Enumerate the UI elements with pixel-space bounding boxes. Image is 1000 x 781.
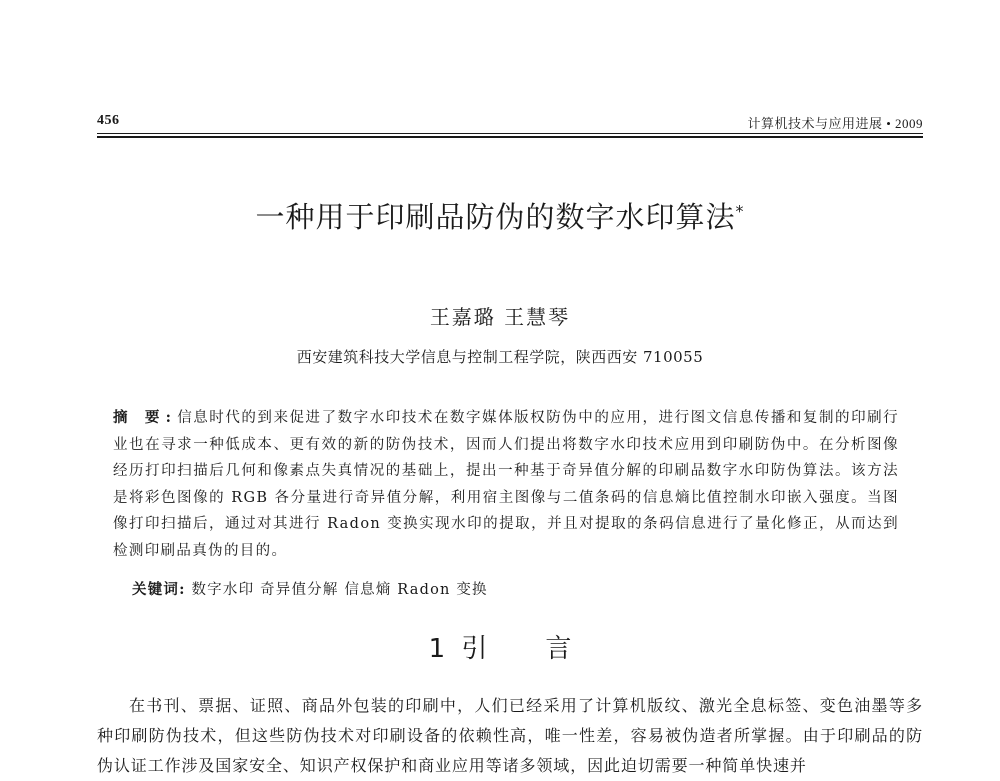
paper-title-text: 一种用于印刷品防伪的数字水印算法 <box>255 200 736 234</box>
keywords-text: 数字水印 奇异值分解 信息熵 Radon 变换 <box>191 582 488 598</box>
abstract-text: 信息时代的到来促进了数字水印技术在数字媒体版权防伪中的应用，进行图文信息传播和复制的印刷行业也在寻求一种低成本、更有效的新的防伪技术，因而人们提出将数字水印技术应用到印刷防伪中。在分析图像经历打印扫描后几何和像素点失真情况的基础上，提出一种基于奇异值分解的印刷品数字水印防伪算法。该方法是将彩色图像的 RGB 各分量进行奇异值分解，利用宿主图像与二值条码的信息熵比值控制水印嵌入强度。当图像打印扫描后，通过对其进行 Radon 变换实现水印的提取，并且对提取的条码信息进行了量化修正，从而达到检测印刷品真伪的目的。 <box>113 410 900 559</box>
section-number: 1 <box>428 634 446 664</box>
abstract-label: 摘 要: <box>113 409 177 426</box>
section-heading <box>0 628 1000 665</box>
running-header <box>97 113 923 135</box>
keywords <box>132 578 892 602</box>
paper-authors: 王嘉璐 王慧琴 <box>429 305 571 329</box>
page-number: 456 <box>97 113 120 128</box>
paper-title <box>0 195 1000 236</box>
header-rule-thick <box>97 136 923 138</box>
section-title: 引言 <box>461 634 630 664</box>
journal-info: 计算机技术与应用进展 • 2009 <box>747 116 923 131</box>
keywords-label: 关键词: <box>132 581 186 598</box>
header-rule-thin <box>97 133 923 134</box>
title-footnote-mark: * <box>735 201 745 221</box>
abstract <box>113 405 899 564</box>
paper-affiliation: 西安建筑科技大学信息与控制工程学院，陕西西安 710055 <box>296 348 704 366</box>
body-paragraph: 在书刊、票据、证照、商品外包装的印刷中，人们已经采用了计算机版纹、激光全息标签、变色油墨等多种印刷防伪技术，但这些防伪技术对印刷设备的依赖性高，唯一性差，容易被伪造者所掌握。由于印刷品的防伪认证工作涉及国家安全、知识产权保护和商业应用等诸多领域，因此迫切需要一种简单快速并 <box>97 696 923 775</box>
